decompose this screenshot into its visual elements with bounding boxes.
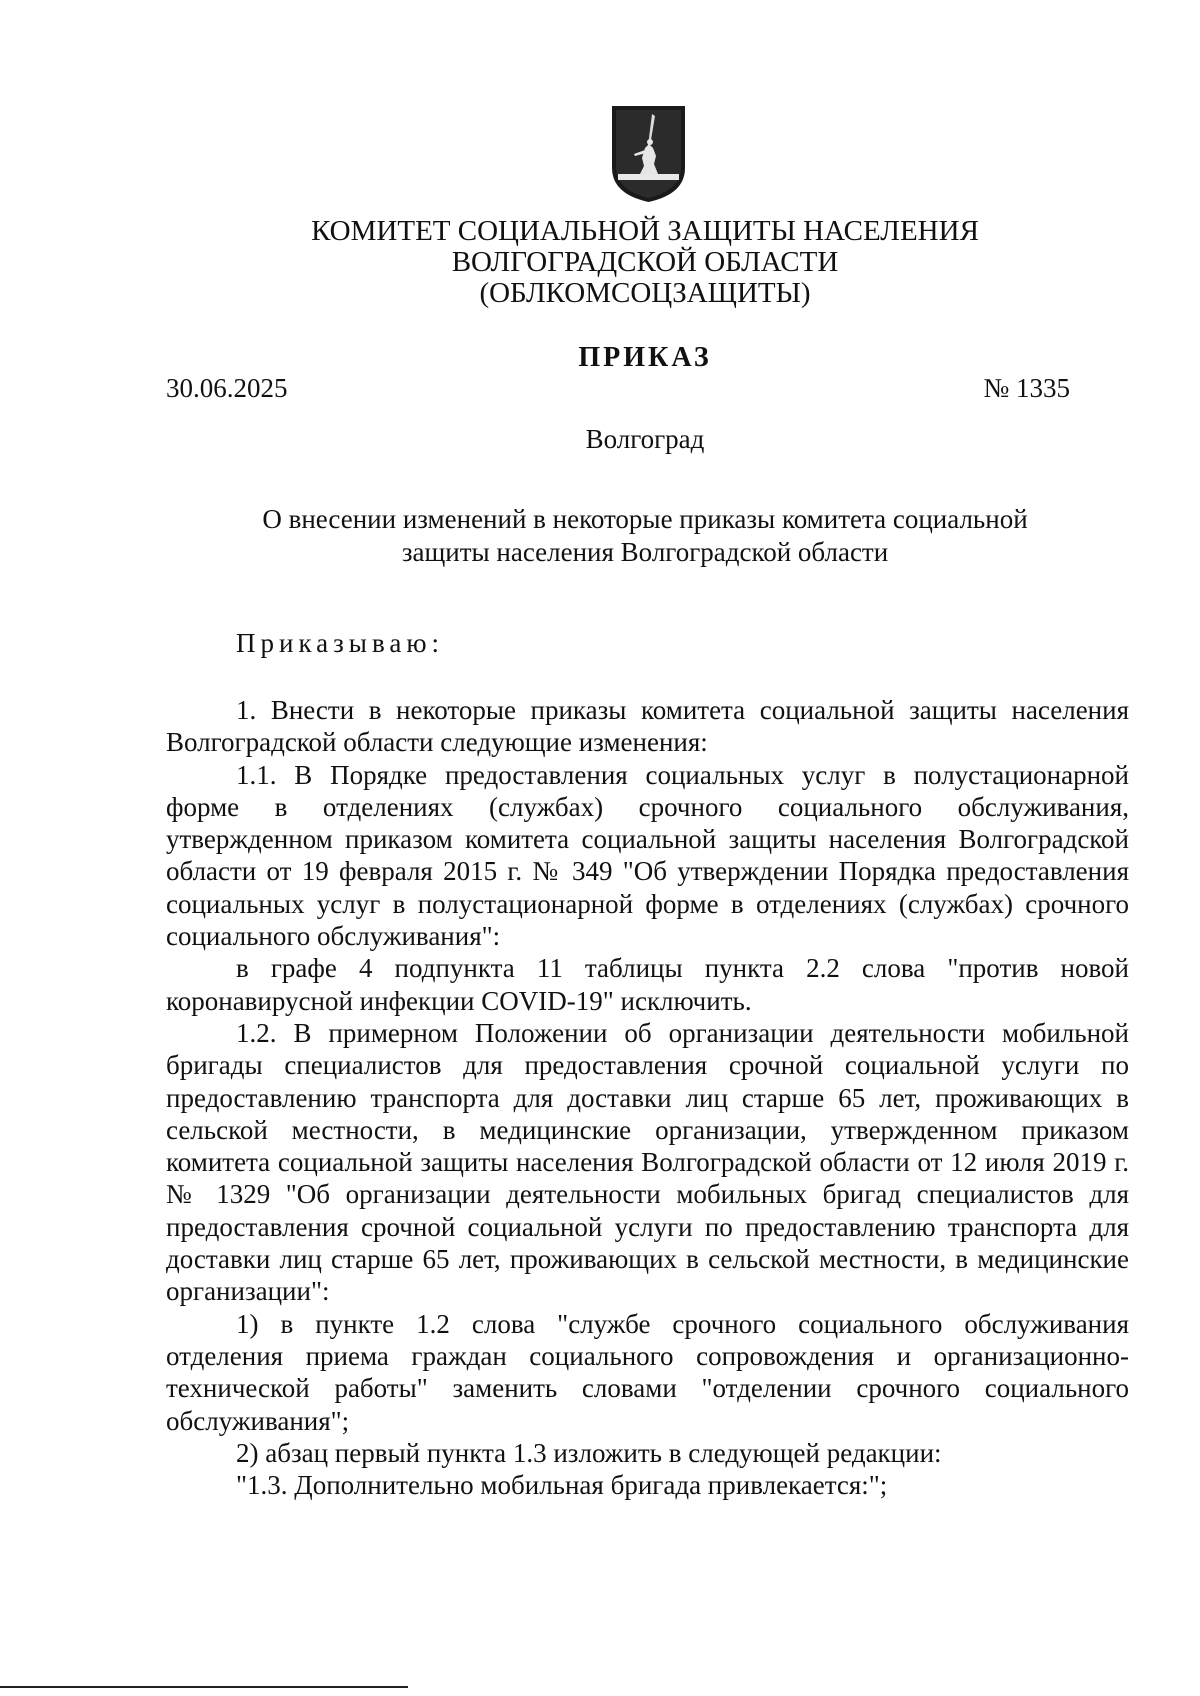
- paragraph-1-1-text: в графе 4 подпункта 11 таблицы пункта 2.2 слова "против новой коронавирусной инфекции COVID-19" исключить.: [166, 953, 1129, 1016]
- paragraph-1-2-item-2: 2) абзац первый пункта 1.3 изложить в следующей редакции:: [236, 1437, 942, 1468]
- paragraph-1-2: 1.2. В примерном Положении об организации деятельности мобильной бригады специалистов для предоставления срочной социальной услуги по предоставлению транспорта для доставки лиц старше 65 лет, проживающих в сельской местности, в медицинские организации, утвержденном приказом комитета социальной защиты населения Волгоградской области от 12 июля 2019 г. № 1329 "Об организации деятельности мобильных бригад специалистов для предоставления срочной социальной услуги по предоставлению транспорта для доставки лиц старше 65 лет, проживающих в сельской местности, в медицинские организации":: [166, 1017, 1129, 1307]
- subject-line-2: защиты населения Волгоградской области: [401, 537, 889, 567]
- document-city: Волгоград: [585, 424, 705, 454]
- order-word: Приказываю:: [236, 628, 444, 658]
- footer-divider: [0, 1686, 408, 1688]
- header-line-1: КОМИТЕТ СОЦИАЛЬНОЙ ЗАЩИТЫ НАСЕЛЕНИЯ: [311, 215, 979, 247]
- document-number: № 1335: [983, 373, 1070, 403]
- document-body: [166, 694, 1129, 1501]
- document-title: ПРИКАЗ: [578, 342, 712, 373]
- paragraph-1: 1. Внести в некоторые приказы комитета социальной защиты населения Волгоградской области следующие изменения:: [166, 695, 1129, 758]
- document-subject: [0, 503, 1200, 569]
- header-line-3: (ОБЛКОМСОЦЗАЩИТЫ): [479, 277, 811, 309]
- organization-header: [0, 216, 1200, 309]
- header-line-2: ВОЛГОГРАДСКОЙ ОБЛАСТИ: [451, 246, 839, 278]
- paragraph-1-1: 1.1. В Порядке предоставления социальных услуг в полустационарной форме в отделениях (службах) срочного социального обслуживания, утвержденном приказом комитета социальной защиты населения Волгоградской области от 19 февраля 2015 г. № 349 "Об утверждении Порядка предоставления социальных услуг в полустационарной форме в отделениях (службах) срочного социального обслуживания":: [166, 759, 1129, 952]
- paragraph-1-2-item-1: 1) в пункте 1.2 слова "службе срочного социального обслуживания отделения приема граждан социального сопровождения и организационно-технической работы" заменить словами "отделении срочного социального обслуживания";: [166, 1308, 1129, 1436]
- paragraph-1-2-quote: "1.3. Дополнительно мобильная бригада привлекается:";: [236, 1470, 888, 1501]
- document-date: 30.06.2025: [166, 373, 288, 403]
- subject-line-1: О внесении изменений в некоторые приказы комитета социальной: [262, 504, 1028, 534]
- coat-of-arms-emblem: [612, 106, 685, 202]
